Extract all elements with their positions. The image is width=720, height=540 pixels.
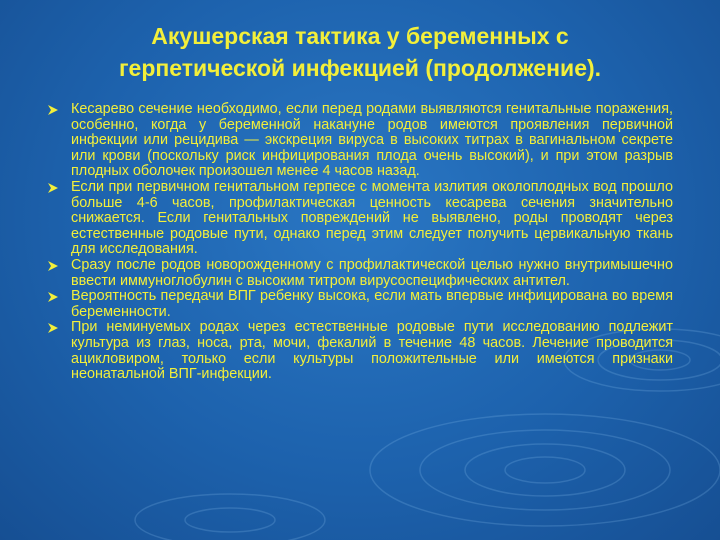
bullet-item [48,289,673,320]
bullet-text: Вероятность передачи ВПГ ребенку высока, если мать впервые инфицирована во время беременности. [71,288,673,320]
bullet-list [48,102,673,383]
bullet-item [48,320,673,382]
bullet-text: Кесарево сечение необходимо, если перед родами выявляются генитальные поражения, особенно, когда у беременной накануне родов имеются проявления первичной инфекции или рецидива — экскреция вируса в высоких титрах в вагинальном секрете или крови (поскольку риск инфицирования плода очень высокий), и при этом разрыв плодных оболочек произошел менее 4 часов назад. [71,101,673,180]
bullet-text: Если при первичном генитальном герпесе с момента излития околоплодных вод прошло больше 4-6 часов, профилактическая ценность кесарева сечения значительно снижается. Если генитальных повреждений не выявлено, роды проводят через естественные родовые пути, однако перед этим следует получить цервикальную ткань для исследования. [71,178,673,258]
slide-title [40,20,680,84]
bullet-item [48,102,673,180]
arrowhead-bullet-icon [48,183,58,193]
arrowhead-bullet-icon [48,261,58,271]
slide-title-line: Акушерская тактика у беременных с [151,23,569,49]
arrowhead-bullet-icon [48,292,58,302]
bullet-text: Сразу после родов новорожденному с профилактической целью нужно внутримышечно ввести иммуноглобулин с высоким титром вирусоспецифических антител. [71,256,673,289]
bullet-item [48,180,673,258]
arrowhead-bullet-icon [48,105,58,115]
bullet-item [48,258,673,289]
bullet-text: При неминуемых родах через естественные родовые пути исследованию подлежит культура из глаз, носа, рта, мочи, фекалий в течение 48 часов. Лечение проводится ацикловиром, только если культуры положительные или имеются признаки неонатальной ВПГ-инфекции. [71,319,673,383]
slide-title-line: герпетической инфекцией (продолжение). [118,55,602,81]
arrowhead-bullet-icon [48,323,58,333]
